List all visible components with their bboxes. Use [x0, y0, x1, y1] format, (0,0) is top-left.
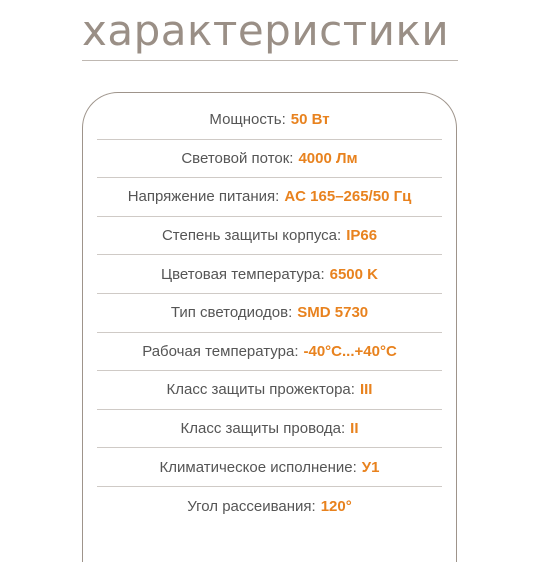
spec-label: Класс защиты прожектора:	[166, 381, 355, 399]
spec-value: 4000 Лм	[298, 149, 358, 167]
spec-value: -40°C...+40°C	[303, 342, 397, 360]
spec-label: Угол рассеивания:	[187, 497, 316, 515]
spec-row-color-temperature	[97, 255, 442, 294]
spec-row-voltage	[97, 178, 442, 217]
spec-value: 6500 K	[329, 265, 378, 283]
spec-value: 120°	[320, 497, 352, 515]
page-title: характеристики	[82, 6, 450, 55]
spec-row-beam-angle	[97, 487, 442, 526]
spec-row-power	[97, 101, 442, 140]
spec-label: Напряжение питания:	[127, 188, 280, 206]
specs-card	[82, 92, 457, 562]
specs-list	[83, 101, 456, 526]
spec-row-cable-protection-class	[97, 410, 442, 449]
spec-row-ingress-protection	[97, 217, 442, 256]
spec-label: Световой поток:	[181, 149, 294, 167]
spec-value: IP66	[346, 227, 378, 245]
spec-label: Рабочая температура:	[142, 342, 299, 360]
spec-value: 50 Вт	[290, 111, 330, 129]
spec-row-led-type	[97, 294, 442, 333]
spec-label: Мощность:	[209, 111, 286, 129]
spec-row-climate-version	[97, 448, 442, 487]
spec-value: AC 165–265/50 Гц	[284, 188, 412, 206]
spec-value: У1	[361, 458, 380, 476]
spec-label: Степень защиты корпуса:	[161, 227, 342, 245]
spec-row-operating-temperature	[97, 333, 442, 372]
spec-label: Тип светодиодов:	[170, 304, 293, 322]
spec-value: III	[359, 381, 373, 399]
spec-row-luminous-flux	[97, 140, 442, 179]
title-divider	[82, 60, 458, 61]
spec-value: SMD 5730	[297, 304, 369, 322]
spec-row-floodlight-protection-class	[97, 371, 442, 410]
spec-label: Класс защиты провода:	[180, 420, 346, 438]
spec-label: Климатическое исполнение:	[159, 458, 357, 476]
spec-value: II	[350, 420, 359, 438]
spec-label: Цветовая температура:	[161, 265, 325, 283]
